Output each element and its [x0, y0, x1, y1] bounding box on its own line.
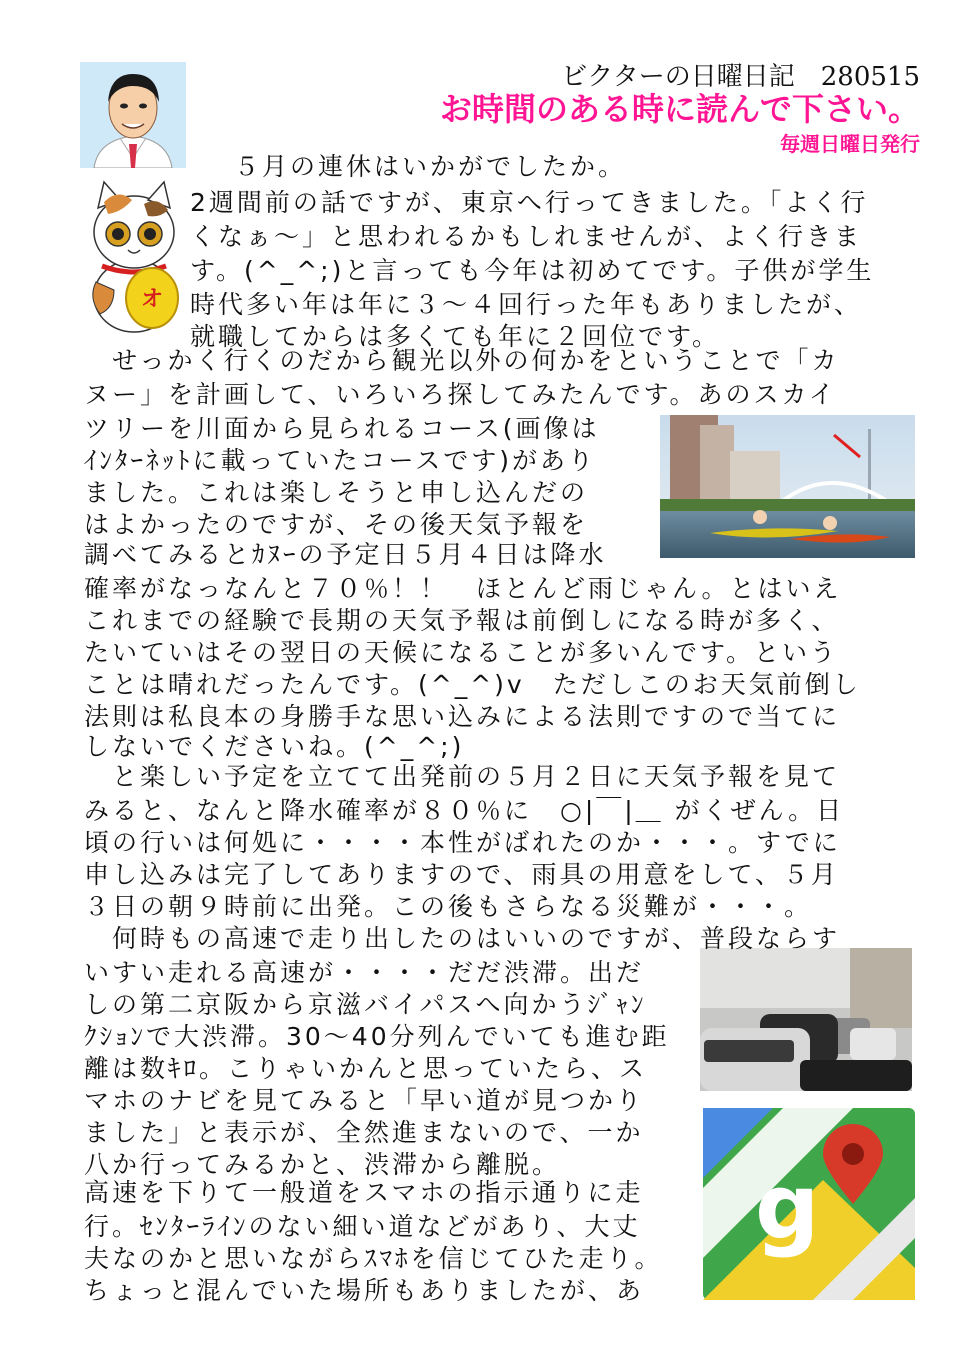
traffic-photo — [700, 948, 912, 1091]
svg-text:g: g — [755, 1155, 820, 1260]
caricature-avatar-icon — [80, 62, 186, 168]
body-text-line: これまでの経験で長期の天気予報は前倒しになる時が多く、 — [84, 606, 840, 635]
publication-frequency: 毎週日曜日発行 — [780, 132, 920, 156]
svg-text:オ: オ — [140, 287, 164, 312]
body-text-line: 就職してからは多くても年に２回位です。 — [190, 322, 721, 351]
body-text-line: ました。これは楽しそうと申し込んだの — [84, 478, 589, 507]
avatar — [80, 62, 186, 168]
body-text-line: 2週間前の話ですが、東京へ行ってきました。「よく行 — [190, 188, 869, 217]
body-text-line: ツリーを川面から見られるコース(画像は — [84, 414, 600, 443]
body-text-line: ３日の朝９時前に出発。この後もさらなる災難が・・・。 — [84, 892, 813, 921]
body-text-line: す。(^_^;)と言っても今年は初めてです。子供が学生 — [190, 256, 875, 285]
body-text-line: くなぁ〜」と思われるかもしれませんが、よく行きま — [190, 222, 863, 251]
body-text-line: たいていはその翌日の天候になることが多いんです。という — [84, 638, 839, 667]
body-text-line: いすい走れる高速が・・・・だだ渋滞。出だ — [84, 958, 645, 987]
body-text-line: 確率がなっなんと７０％！！ ほとんど雨じゃん。とはいえ — [84, 574, 842, 603]
body-text-line: しないでくださいね。(^_^;) — [84, 732, 465, 761]
body-text-line: ヌー」を計画して、いろいろ探してみたんです。あのスカイ — [84, 380, 837, 409]
body-text-line: と楽しい予定を立てて出発前の５月２日に天気予報を見て — [84, 762, 841, 791]
body-text-line: 離は数ｷﾛ。こりゃいかんと思っていたら、ス — [84, 1054, 648, 1083]
body-text-line: 法則は私良本の身勝手な思い込みによる法則ですので当てに — [84, 702, 841, 731]
body-text-line: ことは晴れだったんです。(^_^)v ただしこのお天気前倒し — [84, 670, 861, 699]
body-text-line: ました」と表示が、全然進まないので、一か — [84, 1118, 644, 1147]
kayak-skytree-photo-icon — [660, 415, 915, 558]
body-text-line: せっかく行くのだから観光以外の何かをということで「カ — [84, 346, 840, 375]
body-text-line: 行。ｾﾝﾀｰﾗｲﾝのない細い道などがあり、大丈 — [84, 1212, 641, 1241]
google-maps-icon — [703, 1108, 915, 1300]
body-text-line: 頃の行いは何処に・・・・本性がばれたのか・・・。すでに — [84, 828, 841, 857]
body-text-line: 何時もの高速で走り出したのはいいのですが、普段ならす — [84, 924, 841, 953]
body-text-line: みると、なんと降水確率が８０％に ○|￣|＿ がくぜん。日 — [84, 796, 845, 825]
newsletter-title: ビクターの日曜日記 280515 — [561, 62, 920, 92]
body-text-line: 夫なのかと思いながらｽﾏﾎを信じてひた走り。 — [84, 1244, 663, 1273]
body-text-line: マホのナビを見てみると「早い道が見つかり — [84, 1086, 645, 1115]
maneki-neko-icon — [84, 178, 184, 334]
body-text-line: 八か行ってみるかと、渋滞から離脱。 — [84, 1150, 561, 1179]
body-text-line: ｸｼｮﾝで大渋滞。30〜40分列んでいても進む距 — [84, 1022, 670, 1051]
body-text-line: ５月の連休はいかがでしたか。 — [234, 152, 627, 181]
kayak-photo — [660, 415, 915, 558]
body-text-line: 高速を下りて一般道をスマホの指示通りに走 — [84, 1178, 644, 1207]
body-text-line: 調べてみるとｶﾇｰの予定日５月４日は降水 — [84, 540, 607, 569]
body-text-line: はよかったのですが、その後天気予報を — [84, 510, 589, 539]
body-text-line: ｲﾝﾀｰﾈｯﾄに載っていたコースです)があり — [84, 446, 597, 475]
body-text-line: ちょっと混んでいた場所もありましたが、あ — [84, 1276, 645, 1305]
body-text-line: しの第二京阪から京滋バイパスへ向かうｼﾞｬﾝ — [84, 990, 647, 1019]
cat-image — [84, 178, 184, 334]
body-text-line: 申し込みは完了してありますので、雨具の用意をして、５月 — [84, 860, 840, 889]
newsletter-subtitle: お時間のある時に読んで下さい。 — [439, 90, 920, 128]
maps-image — [703, 1108, 915, 1300]
traffic-jam-photo-icon — [700, 948, 912, 1091]
body-text-line: 時代多い年は年に３〜４回行った年もありましたが、 — [190, 290, 863, 319]
